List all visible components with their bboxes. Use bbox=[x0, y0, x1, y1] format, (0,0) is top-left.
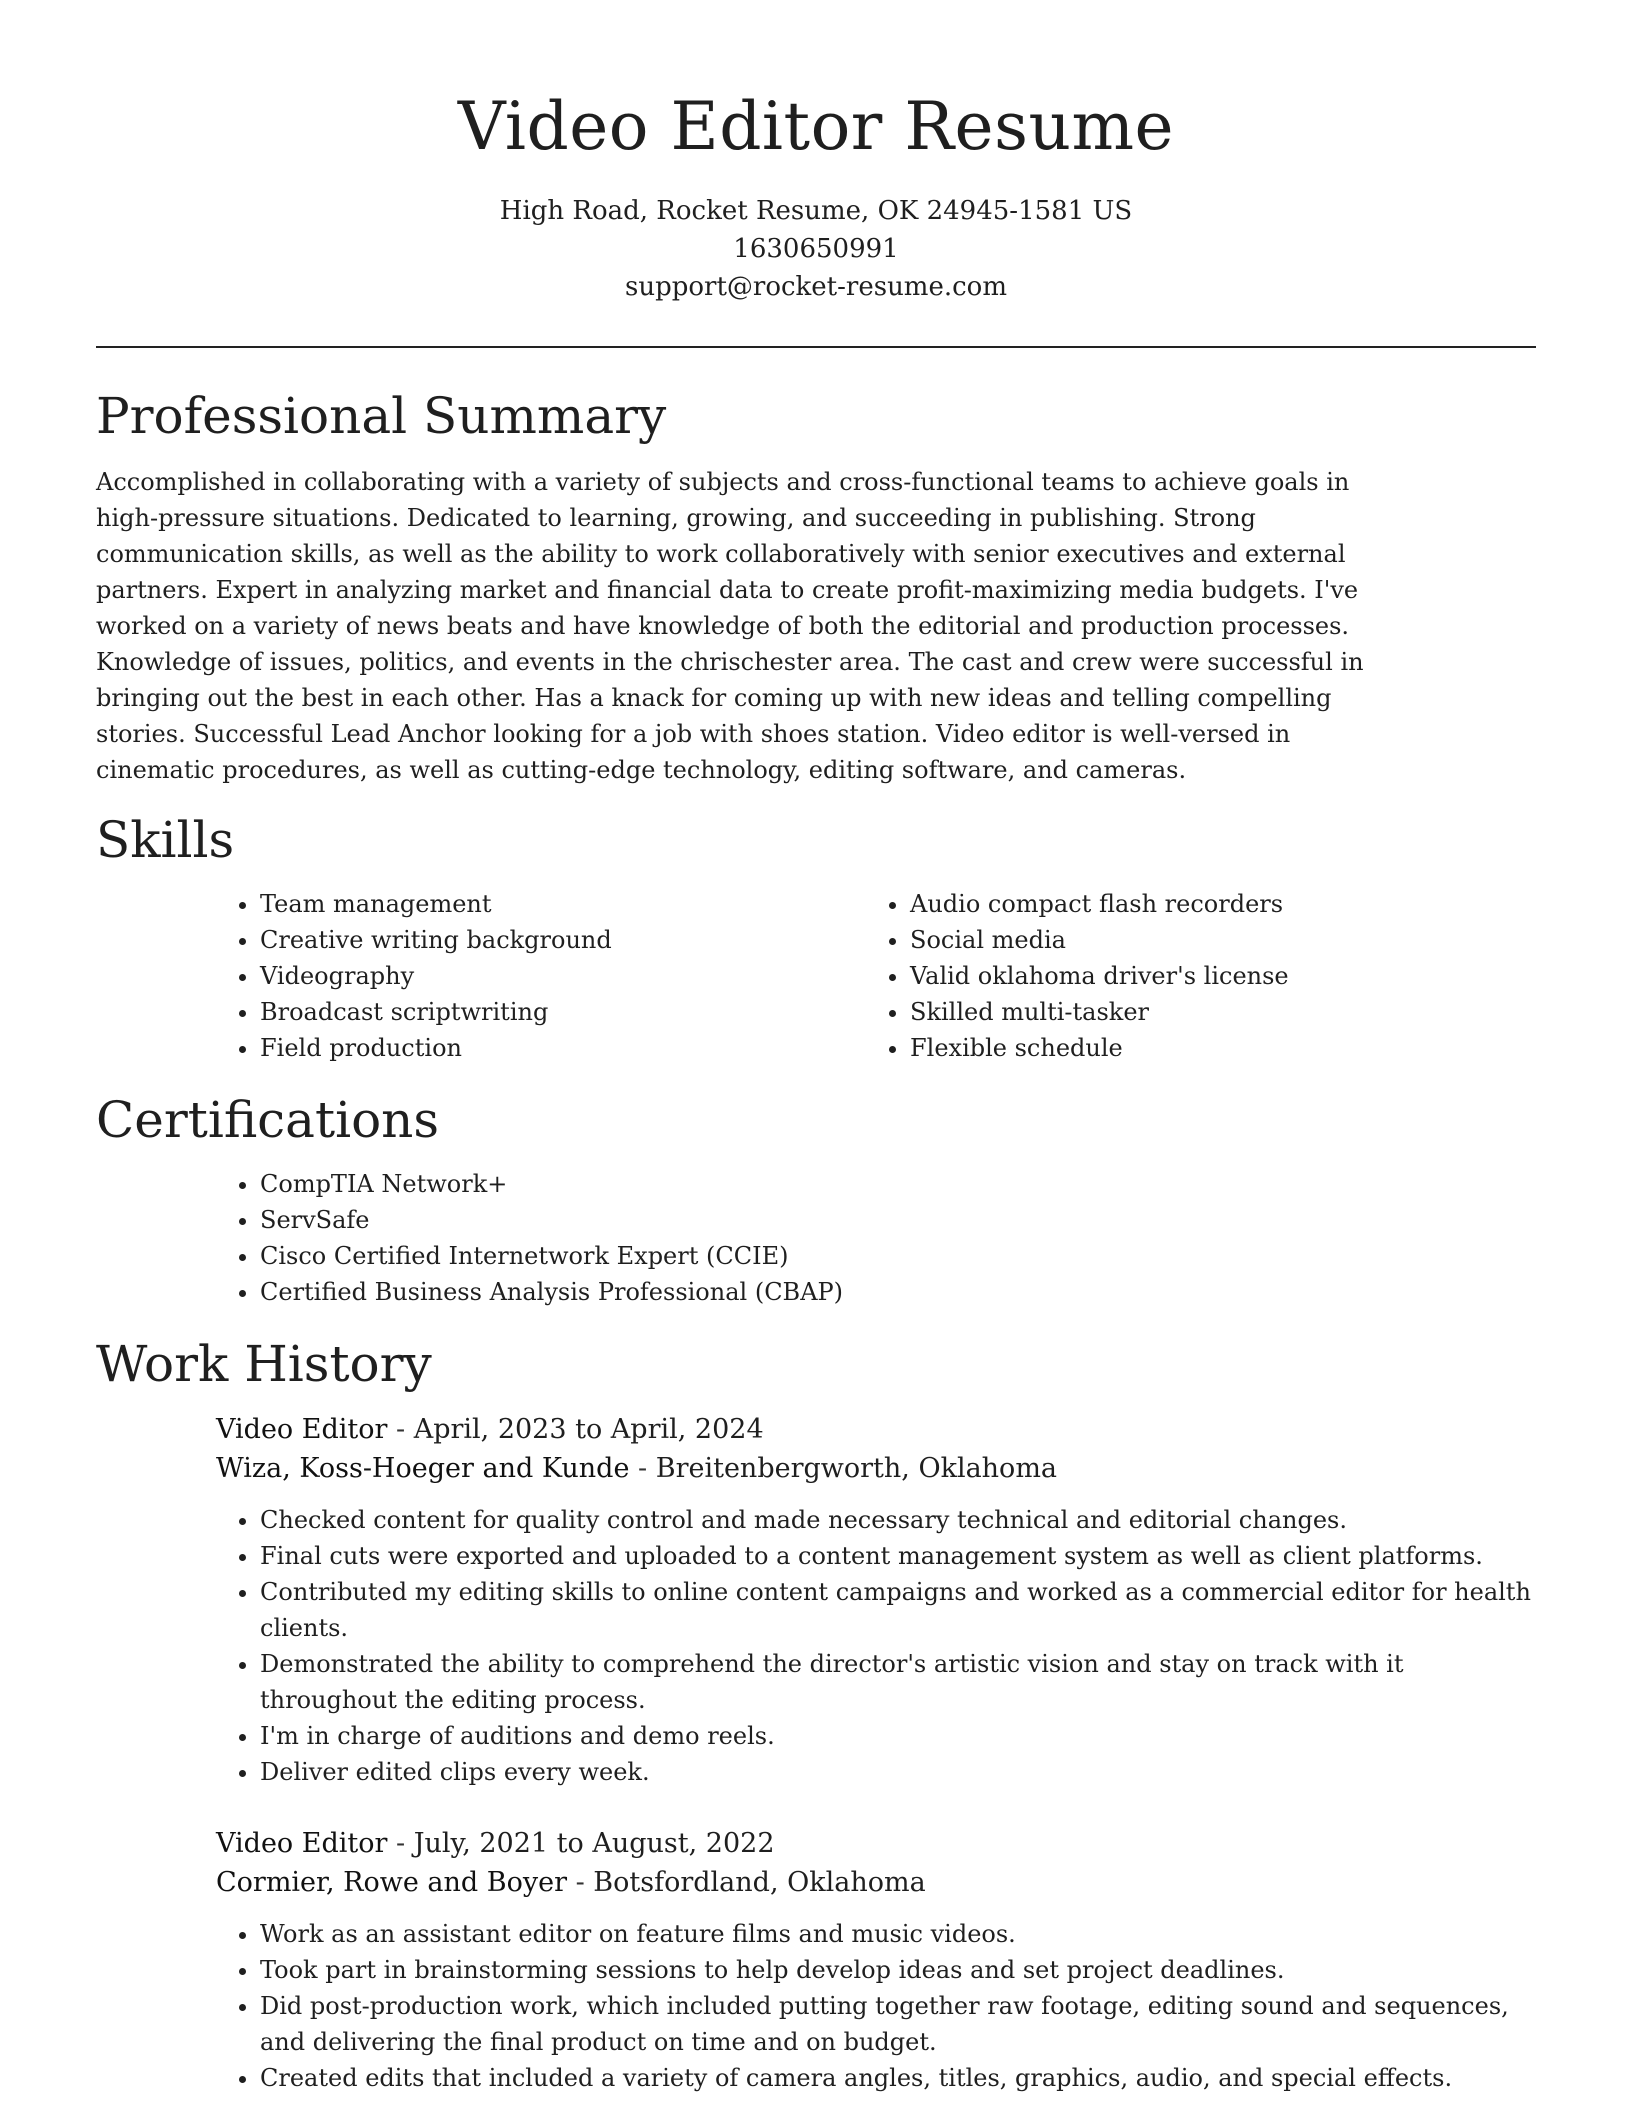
skill-item: • Videography bbox=[260, 958, 866, 994]
summary-text: Accomplished in collaborating with a variety of subjects and cross-functional teams to achieve goals in high-pressure situations. Dedicated to learning, growing, and succeeding in publishing. Strong communication skills, as well as the ability to work collaboratively with senior executives and external partners. Expert in analyzing market and financial data to create profit-maximizing media budgets. I've worked on a variety of news beats and have knowledge of both the editorial and production processes. Knowledge of issues, politics, and events in the chrischester area. The cast and crew were successful in bringing out the best in each other. Has a knack for coming up with new ideas and telling compelling stories. Successful Lead Anchor looking for a job with shoes station. Video editor is well-versed in cinematic procedures, as well as cutting-edge technology, editing software, and cameras. bbox=[96, 468, 1364, 784]
skill-item: • Broadcast scriptwriting bbox=[260, 994, 866, 1030]
job-title-line bbox=[216, 1410, 1536, 1449]
skill-item: • Skilled multi-tasker bbox=[910, 994, 1516, 1030]
resume-header bbox=[96, 0, 1536, 306]
job-bullet: • Work as an assistant editor on feature films and music videos. bbox=[260, 1916, 1536, 1952]
contact-email: support@rocket-resume.com bbox=[624, 272, 1007, 302]
job-company-line bbox=[216, 1449, 1536, 1488]
skill-item: • Flexible schedule bbox=[910, 1030, 1516, 1066]
summary-heading: Professional Summary bbox=[96, 387, 667, 445]
skills-section bbox=[96, 810, 1536, 1066]
job-separator: - bbox=[567, 1867, 594, 1898]
job-bullet: • Deliver edited clips every week. bbox=[260, 1754, 1536, 1790]
job-dates: April, 2023 to April, 2024 bbox=[413, 1414, 764, 1445]
job-separator: - bbox=[629, 1453, 656, 1484]
skills-column-right bbox=[866, 886, 1516, 1066]
skills-list-left bbox=[216, 886, 866, 1066]
certification-item: • Cisco Certified Internetwork Expert (CCIE) bbox=[260, 1238, 1536, 1274]
job-entry bbox=[216, 1410, 1536, 1790]
skills-list-right bbox=[866, 886, 1516, 1066]
work-history-heading: Work History bbox=[96, 1335, 432, 1393]
job-bullets bbox=[216, 1916, 1536, 2096]
skill-item: • Social media bbox=[910, 922, 1516, 958]
resume-title: Video Editor Resume bbox=[457, 88, 1175, 165]
job-bullet: • I'm in charge of auditions and demo reels. bbox=[260, 1718, 1536, 1754]
job-bullets bbox=[216, 1502, 1536, 1790]
job-location: Botsfordland, Oklahoma bbox=[593, 1867, 926, 1898]
job-title: Video Editor bbox=[216, 1414, 388, 1445]
contact-address: High Road, Rocket Resume, OK 24945-1581 US bbox=[499, 196, 1133, 226]
contact-block bbox=[96, 192, 1536, 306]
contact-phone: 1630650991 bbox=[733, 234, 899, 264]
certifications-heading: Certifications bbox=[96, 1091, 440, 1149]
certification-item: • Certified Business Analysis Professional (CBAP) bbox=[260, 1274, 1536, 1310]
skill-item: • Field production bbox=[260, 1030, 866, 1066]
job-separator: - bbox=[387, 1414, 414, 1445]
skill-item: • Team management bbox=[260, 886, 866, 922]
job-company: Wiza, Koss-Hoeger and Kunde bbox=[216, 1453, 630, 1484]
job-location: Breitenbergworth, Oklahoma bbox=[655, 1453, 1058, 1484]
job-bullet: • Final cuts were exported and uploaded to a content management system as well as client platforms. bbox=[260, 1538, 1536, 1574]
skills-grid bbox=[216, 886, 1536, 1066]
job-title-line bbox=[216, 1824, 1536, 1863]
certification-item: • ServSafe bbox=[260, 1202, 1536, 1238]
skill-item: • Creative writing background bbox=[260, 922, 866, 958]
job-company-line bbox=[216, 1863, 1536, 1902]
job-bullet: • Created edits that included a variety of camera angles, titles, graphics, audio, and special effects. bbox=[260, 2060, 1536, 2096]
job-separator: - bbox=[387, 1828, 414, 1859]
job-bullet: • Did post-production work, which included putting together raw footage, editing sound and sequences, and delivering the final product on time and on budget. bbox=[260, 1988, 1536, 2060]
certification-item: • CompTIA Network+ bbox=[260, 1166, 1536, 1202]
resume-page bbox=[96, 0, 1536, 2096]
header-divider bbox=[96, 346, 1536, 348]
skill-item: • Audio compact flash recorders bbox=[910, 886, 1516, 922]
certifications-section bbox=[96, 1090, 1536, 1310]
job-bullet: • Demonstrated the ability to comprehend the director's artistic vision and stay on track with it throughout the editing process. bbox=[260, 1646, 1536, 1718]
job-bullet: • Contributed my editing skills to online content campaigns and worked as a commercial editor for health clients. bbox=[260, 1574, 1536, 1646]
job-entry bbox=[216, 1824, 1536, 2096]
job-company: Cormier, Rowe and Boyer bbox=[216, 1867, 567, 1898]
certifications-list bbox=[216, 1166, 1536, 1310]
work-history-section bbox=[96, 1334, 1536, 2096]
skill-item: • Valid oklahoma driver's license bbox=[910, 958, 1516, 994]
job-bullet: • Checked content for quality control and made necessary technical and editorial changes. bbox=[260, 1502, 1536, 1538]
summary-section bbox=[96, 386, 1536, 788]
skills-heading: Skills bbox=[96, 811, 235, 869]
job-bullet: • Took part in brainstorming sessions to help develop ideas and set project deadlines. bbox=[260, 1952, 1536, 1988]
job-dates: July, 2021 to August, 2022 bbox=[413, 1828, 775, 1859]
skills-column-left bbox=[216, 886, 866, 1066]
job-title: Video Editor bbox=[216, 1828, 388, 1859]
